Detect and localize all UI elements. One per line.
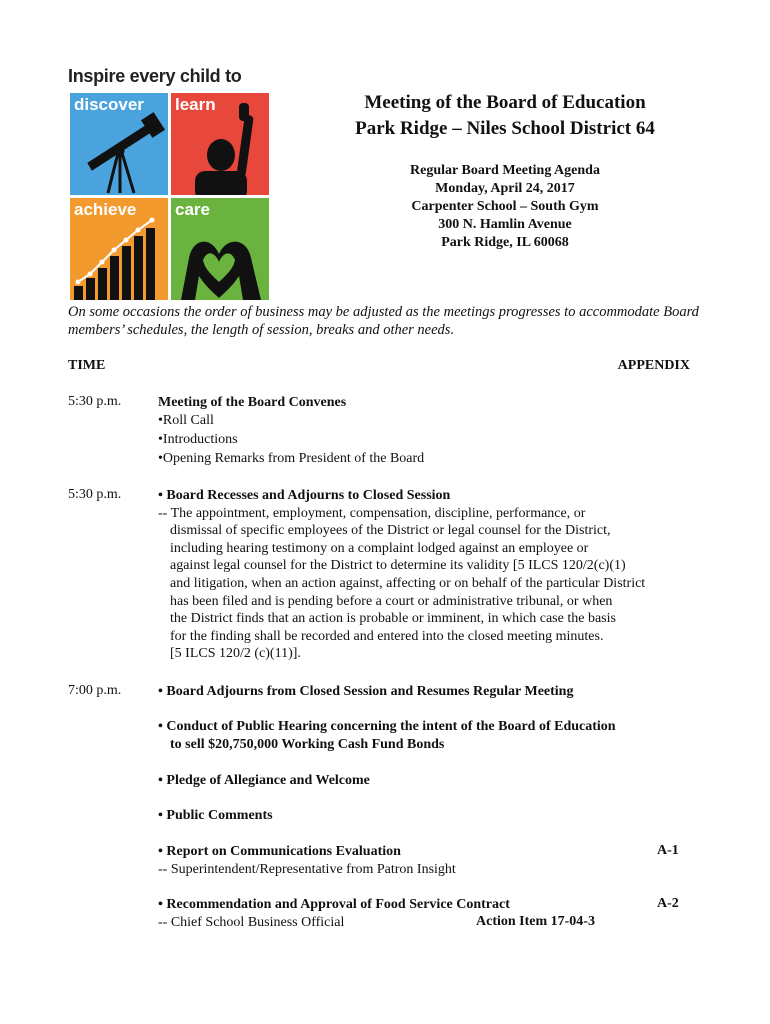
item7-title: • Report on Communications Evaluation bbox=[158, 844, 401, 859]
item3-title: • Board Adjourns from Closed Session and Resumes Regular Meeting bbox=[158, 684, 574, 699]
agenda-item-8 bbox=[158, 896, 510, 932]
logo-tagline: Inspire every child to bbox=[68, 66, 242, 86]
item4-line-1: • Conduct of Public Hearing concerning the intent of the Board of Education bbox=[158, 719, 616, 734]
item4-line-2: to sell $20,750,000 Working Cash Fund Bonds bbox=[170, 737, 445, 752]
title-line-1: Meeting of the Board of Education bbox=[364, 92, 646, 113]
item8-action: Action Item 17-04-3 bbox=[476, 914, 595, 929]
tile-label-discover: discover bbox=[74, 95, 144, 114]
item7-appendix: A-1 bbox=[657, 843, 679, 858]
logo-tile-achieve bbox=[70, 198, 168, 300]
tile-label-care: care bbox=[175, 200, 210, 219]
item3-time: 7:00 p.m. bbox=[68, 683, 122, 698]
item2-line: has been filed and is pending before a court or administrative tribunal, or when bbox=[170, 593, 613, 609]
meeting-city: Park Ridge, IL 60068 bbox=[441, 235, 569, 250]
title-line-2: Park Ridge – Niles School District 64 bbox=[355, 118, 655, 139]
item2-line: [5 ILCS 120/2 (c)(11)]. bbox=[170, 646, 301, 662]
item8-appendix: A-2 bbox=[657, 896, 679, 911]
logo-tile-discover bbox=[70, 93, 168, 195]
item7-sub: -- Superintendent/Representative from Patron Insight bbox=[158, 862, 456, 877]
item2-line: -- The appointment, employment, compensation, discipline, performance, or bbox=[158, 505, 586, 521]
item2-line: and litigation, when an action against, affecting or on behalf of the particular District bbox=[170, 575, 646, 591]
item1-title: Meeting of the Board Convenes bbox=[158, 395, 347, 410]
item1-bullet: •Introductions bbox=[158, 432, 238, 447]
item8-title: • Recommendation and Approval of Food Service Contract bbox=[158, 897, 510, 912]
tile-label-learn: learn bbox=[175, 95, 216, 114]
agenda-item-2 bbox=[158, 487, 645, 663]
column-header-time: TIME bbox=[68, 358, 106, 373]
item2-line: dismissal of specific employees of the District or legal counsel for the District, bbox=[170, 523, 611, 539]
agenda-item-1 bbox=[158, 394, 424, 468]
item2-title: • Board Recesses and Adjourns to Closed Session bbox=[158, 488, 451, 503]
meeting-details bbox=[300, 162, 710, 252]
logo-tile-learn bbox=[171, 93, 269, 195]
agenda-label: Regular Board Meeting Agenda bbox=[410, 163, 600, 178]
bullet-roll-call: Roll Call bbox=[162, 413, 214, 428]
item1-bullet: •Opening Remarks from President of the Board bbox=[158, 451, 425, 466]
column-header-appendix: APPENDIX bbox=[617, 358, 690, 373]
meeting-date: Monday, April 24, 2017 bbox=[435, 181, 575, 196]
item1-bullet: •Roll Call bbox=[158, 413, 214, 428]
bullet-introductions: Introductions bbox=[162, 432, 238, 447]
logo-tile-care bbox=[171, 198, 269, 300]
item8-sub: -- Chief School Business Official bbox=[158, 915, 345, 930]
item2-time: 5:30 p.m. bbox=[68, 487, 122, 502]
item2-line: for the finding shall be recorded and entered into the closed meeting minutes. bbox=[170, 628, 604, 644]
meeting-street: 300 N. Hamlin Avenue bbox=[438, 217, 572, 232]
order-note: On some occasions the order of business may be adjusted as the meetings progresses to accommodate Board members’ schedules, the length of session, breaks and other needs. bbox=[68, 304, 699, 338]
meeting-location: Carpenter School – South Gym bbox=[411, 199, 599, 214]
item1-time: 5:30 p.m. bbox=[68, 394, 122, 409]
item2-line: the District finds that an action is probable or imminent, in which case the basis bbox=[170, 611, 616, 627]
item2-line: against legal counsel for the District to determine its validity [5 ILCS 120/2(c)(1) bbox=[170, 558, 626, 574]
item6-title: • Public Comments bbox=[158, 808, 273, 823]
agenda-item-7 bbox=[158, 843, 456, 879]
bullet-opening-remarks: Opening Remarks from President of the Board bbox=[162, 451, 425, 466]
agenda-item-4 bbox=[158, 718, 616, 754]
tile-label-achieve: achieve bbox=[74, 200, 137, 219]
item5-title: • Pledge of Allegiance and Welcome bbox=[158, 773, 370, 788]
page-title bbox=[300, 90, 710, 142]
item2-line: including hearing testimony on a complaint lodged against an employee or bbox=[170, 540, 589, 556]
